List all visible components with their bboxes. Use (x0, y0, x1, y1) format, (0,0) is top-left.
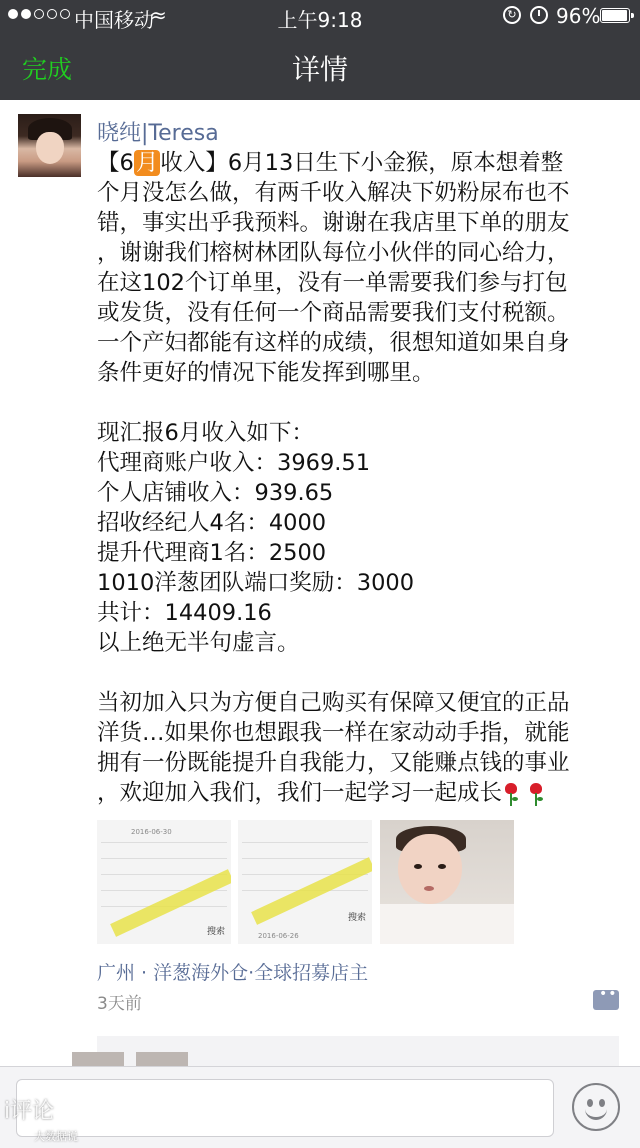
wifi-icon: ≈ (150, 3, 167, 27)
post-line: 在这102个订单里，没有一单需要我们参与打包 (97, 270, 568, 296)
author-name[interactable]: 晓纯|Teresa (97, 121, 219, 146)
post-line: 个人店铺收入：939.65 (97, 480, 334, 506)
post-line (97, 778, 617, 808)
thumb-date: 2016-06-30 (131, 828, 172, 836)
post-line: 错，事实出乎我预料。谢谢在我店里下单的朋友 (97, 210, 570, 236)
post-line: 以上绝无半句虚言。 (97, 630, 300, 656)
emoji-button[interactable] (572, 1083, 620, 1131)
post-line (97, 148, 617, 178)
like-avatar[interactable] (136, 1052, 188, 1066)
post-line: 共计：14409.16 (97, 600, 272, 626)
clock: 上午9:18 (277, 8, 363, 32)
post-line: ，谢谢我们榕树林团队每位小伙伴的同心给力， (97, 240, 570, 266)
status-bar (0, 0, 640, 32)
rose-icon (502, 781, 520, 807)
text-lead-rest: 收入】6月13日生下小金猴，原本想着整 (160, 150, 564, 176)
carrier-name: 中国移动 (74, 8, 154, 32)
comment-input[interactable] (16, 1079, 554, 1137)
post-timestamp: 3天前 (97, 994, 142, 1014)
thumb-search-label: 搜索 (206, 927, 225, 937)
post-line: 一个产妇都能有这样的成绩，很想知道如果自身 (97, 330, 570, 356)
watermark-logo: i评论 (4, 1099, 55, 1124)
rose-icon (527, 781, 545, 807)
comment-bar (0, 1066, 640, 1148)
done-button[interactable]: 完成 (22, 55, 73, 84)
post-line: 当初加入只为方便自己购买有保障又便宜的正品 (97, 690, 570, 716)
battery-percent: 96% (556, 4, 601, 28)
page-title: 详情 (291, 53, 348, 86)
nav-bar (0, 32, 640, 100)
watermark-subtitle: 大数据说 (34, 1130, 78, 1143)
battery-icon (600, 8, 630, 23)
avatar[interactable] (18, 114, 81, 177)
post-image-1[interactable] (97, 820, 231, 944)
post-line: 洋货…如果你也想跟我一样在家动动手指，就能 (97, 720, 570, 746)
thumb-search-label: 搜索 (347, 913, 366, 923)
rotation-lock-icon: ↻ (503, 6, 521, 24)
post-line: 招收经纪人4名：4000 (97, 510, 327, 536)
post-line: 代理商账户收入：3969.51 (97, 450, 371, 476)
post-location[interactable]: 广州 · 洋葱海外仓·全球招募店主 (97, 962, 369, 984)
text-lead-bracket: 【6 (97, 150, 134, 176)
post-image-2[interactable] (238, 820, 372, 944)
post-line: 个月没怎么做，有两千收入解决下奶粉尿布也不 (97, 180, 570, 206)
like-avatar[interactable] (72, 1052, 124, 1066)
post-image-3[interactable] (380, 820, 514, 944)
month-emoji-badge: 月 (135, 150, 159, 176)
post-line: 条件更好的情况下能发挥到哪里。 (97, 360, 435, 386)
post-last-line-text: ，欢迎加入我们，我们一起学习一起成长 (97, 780, 503, 806)
post-line: 现汇报6月收入如下： (97, 420, 314, 446)
thumb-date: 2016-06-26 (258, 932, 299, 940)
post-line: 或发货，没有任何一个商品需要我们支付税额。 (97, 300, 570, 326)
comment-menu-button[interactable] (593, 990, 619, 1010)
post-line: 提升代理商1名：2500 (97, 540, 327, 566)
top-bar (0, 0, 640, 100)
post-line: 1010洋葱团队端口奖励：3000 (97, 570, 415, 596)
post-text (97, 148, 617, 808)
post-line: 拥有一份既能提升自我能力，又能赚点钱的事业 (97, 750, 570, 776)
alarm-icon (530, 6, 548, 24)
